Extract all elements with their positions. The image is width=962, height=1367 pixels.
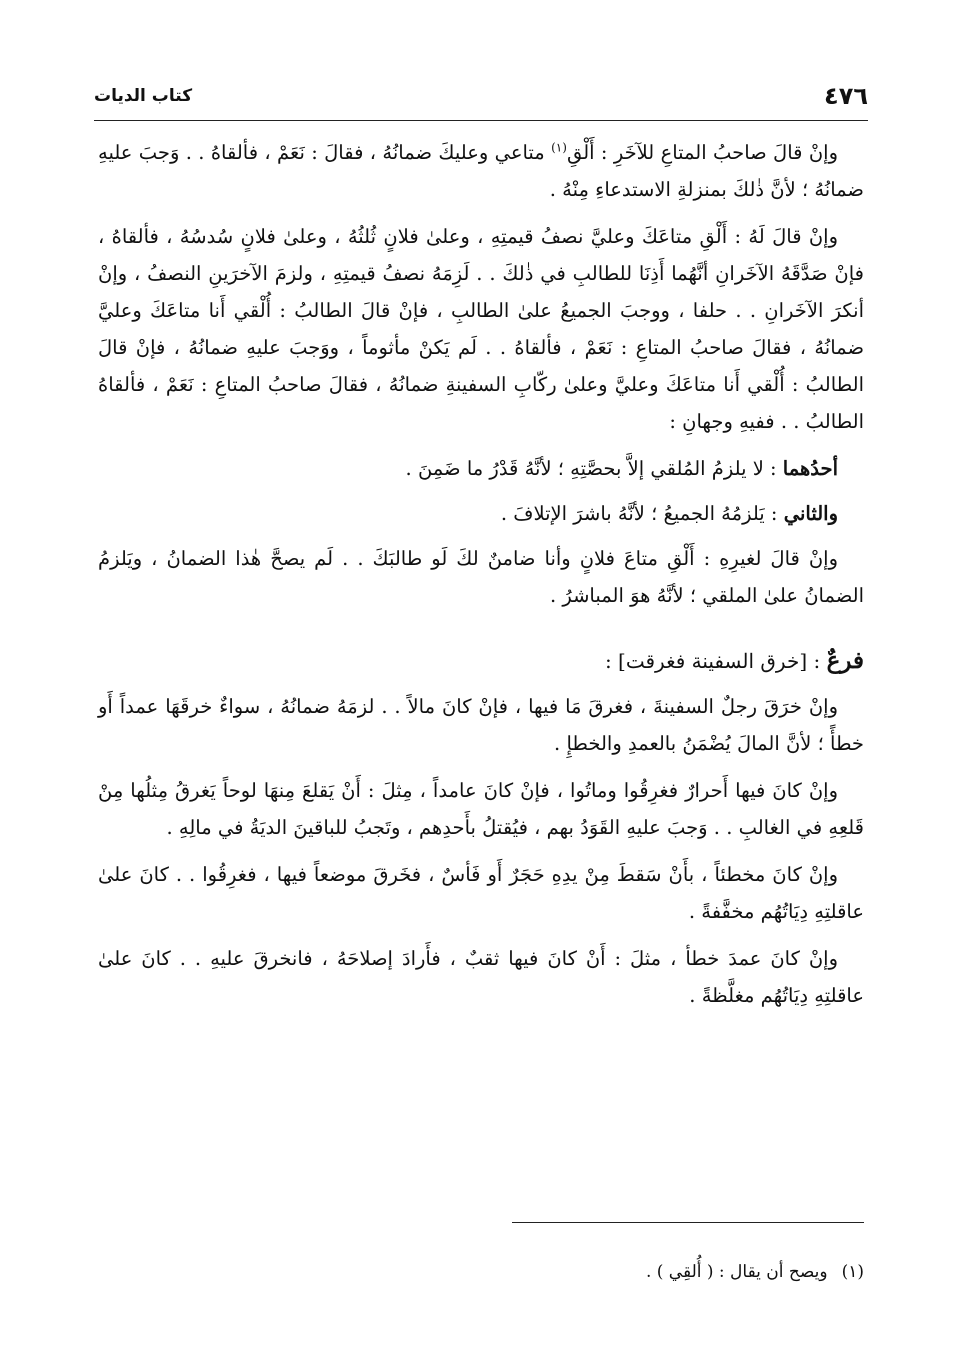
first-view-label: أحدُهما: [782, 457, 838, 480]
paragraph-second-view: [98, 495, 864, 532]
footnote: [98, 1262, 864, 1282]
paragraph-text: : لا يلزمُ المُلقي إلاَّ بحصَّتِهِ ؛ لأنَّهُ قَدْرُ ما ضَمِنَ .: [405, 457, 783, 480]
header-rule: [94, 120, 868, 121]
paragraph-first-view: [98, 450, 864, 487]
footnote-rule: [512, 1222, 864, 1223]
section-heading: [98, 642, 864, 680]
paragraph-text: متاعي وعليكَ ضمانُهُ ، فقالَ : نَعَمْ ، فألقاهُ . . وَجبَ عليهِ ضمانُهُ ؛ لأنَّ ذٰلكَ بمنزلةِ الاستدعاءِ مِنْهُ .: [98, 141, 864, 201]
page-body: [98, 134, 864, 1024]
paragraph-5: وإنْ قالَ لغيرِهِ : أَلْقِ متاعَ فلانٍ وأنا ضامنٌ لكَ لَو طالبَكَ . . لَم يصحَّ هٰذا الضمانُ ، ويَلزمُ الضمانُ علىٰ الملقي ؛ لأنَّهُ هوَ المباشرُ .: [98, 547, 864, 607]
paragraph-1: [98, 134, 864, 208]
branch-label: فرعٌ: [826, 647, 864, 674]
paragraph-6: وإنْ خرَقَ رجلٌ السفينةَ ، فغرقَ مَا فيها ، فإنْ كانَ مالاً . . لزمَهُ ضمانُهُ ، سواءٌ خرقَهَا عمداً أَو خطأً ؛ لأنَّ المالَ يُضْمَنُ بالعمدِ والخطإِ .: [98, 695, 864, 755]
footnote-text: ويصح أن يقال : ( أُلقِي ) .: [645, 1262, 828, 1282]
paragraph-7: وإنْ كانَ فيها أَحرارٌ فغرِقُوا وماتُوا ، فإنْ كانَ عامداً ، مِثلَ : أَنْ يَقلعَ مِنهَا لوحاً يَغرقُ مِثلُها مِنْ قَلعِهِ في الغالبِ . . وَجبَ عليهِ القَوَدُ بهم ، فيُقتلُ بأَحدِهم ، وتَجبُ للباقينَ الديَةُ في مالِهِ .: [98, 779, 864, 839]
paragraph-text: وإنْ قالَ صاحبُ المتاعِ للآخَرِ : أَلْقِ: [566, 141, 838, 164]
paragraph-2: وإنْ قالَ لَهُ : أَلْقِ متاعَكَ وعليَّ نصفُ قيمتِهِ ، وعلىٰ فلانٍ ثُلثُهُ ، وعلىٰ فلانٍ سُدسُهُ ، فألقاهُ ، فإنْ صَدَّقَهُ الآخَرانِ أنَّهُما أَذِنَا للطالبِ في ذٰلكَ . . لَزِمَهُ نصفُ قيمتِهِ ، ولزمَ الآخرَينِ النصفُ ، وإنْ أنكرَ الآخَرانِ . . حلفا ، ووجبَ الجميعُ علىٰ الطالبِ ، فإنْ قالَ الطالبُ : أُلْقي أَنا متاعَكَ وعليَّ ضمانُهُ ، فقالَ صاحبُ المتاعِ : نَعَمْ ، فألقاهُ . . لَم يَكنْ مأثوماً ، ووَجبَ عليهِ ضمانُهُ ، فإنْ قالَ الطالبُ : أُلْقي أَنا متاعَكَ وعليَّ وعلىٰ ركّابِ السفينةِ ضمانُهُ ، فقالَ صاحبُ المتاعِ : نَعَمْ ، فألقاهُ الطالبُ . . ففيهِ وجهانِ :: [98, 225, 864, 433]
footnote-number: (١): [841, 1262, 864, 1282]
book-title: كتاب الديات: [94, 86, 193, 106]
footnote-marker: (١): [551, 140, 567, 155]
paragraph-8: وإنْ كانَ مخطئاً ، بأَنْ سَقطَ مِنْ يدِهِ حَجَرٌ أَو فَأسٌ ، فخَرقَ موضعاً فيها ، فغرِقُوا . . كانَ علىٰ عاقلتِهِ دِيَاتُهُم مخفَّفةً .: [98, 863, 864, 923]
paragraph-text: : يَلزمُهُ الجميعُ ؛ لأنَّهُ باشرَ الإتلافَ .: [500, 502, 784, 525]
paragraph-9: وإنْ كانَ عمدَ خطأ ، مثلَ : أَنْ كانَ فيها ثقبٌ ، فأَرادَ إصلاحَهُ ، فانخرقَ عليهِ . . كانَ علىٰ عاقلتِهِ دِيَاتُهُم مغلَّظةً .: [98, 947, 864, 1007]
running-head: [94, 82, 868, 116]
second-view-label: والثاني: [783, 502, 838, 525]
page-number: ٤٧٦: [824, 82, 868, 110]
branch-title: : [خرق السفينة فغرقت] :: [604, 649, 827, 673]
